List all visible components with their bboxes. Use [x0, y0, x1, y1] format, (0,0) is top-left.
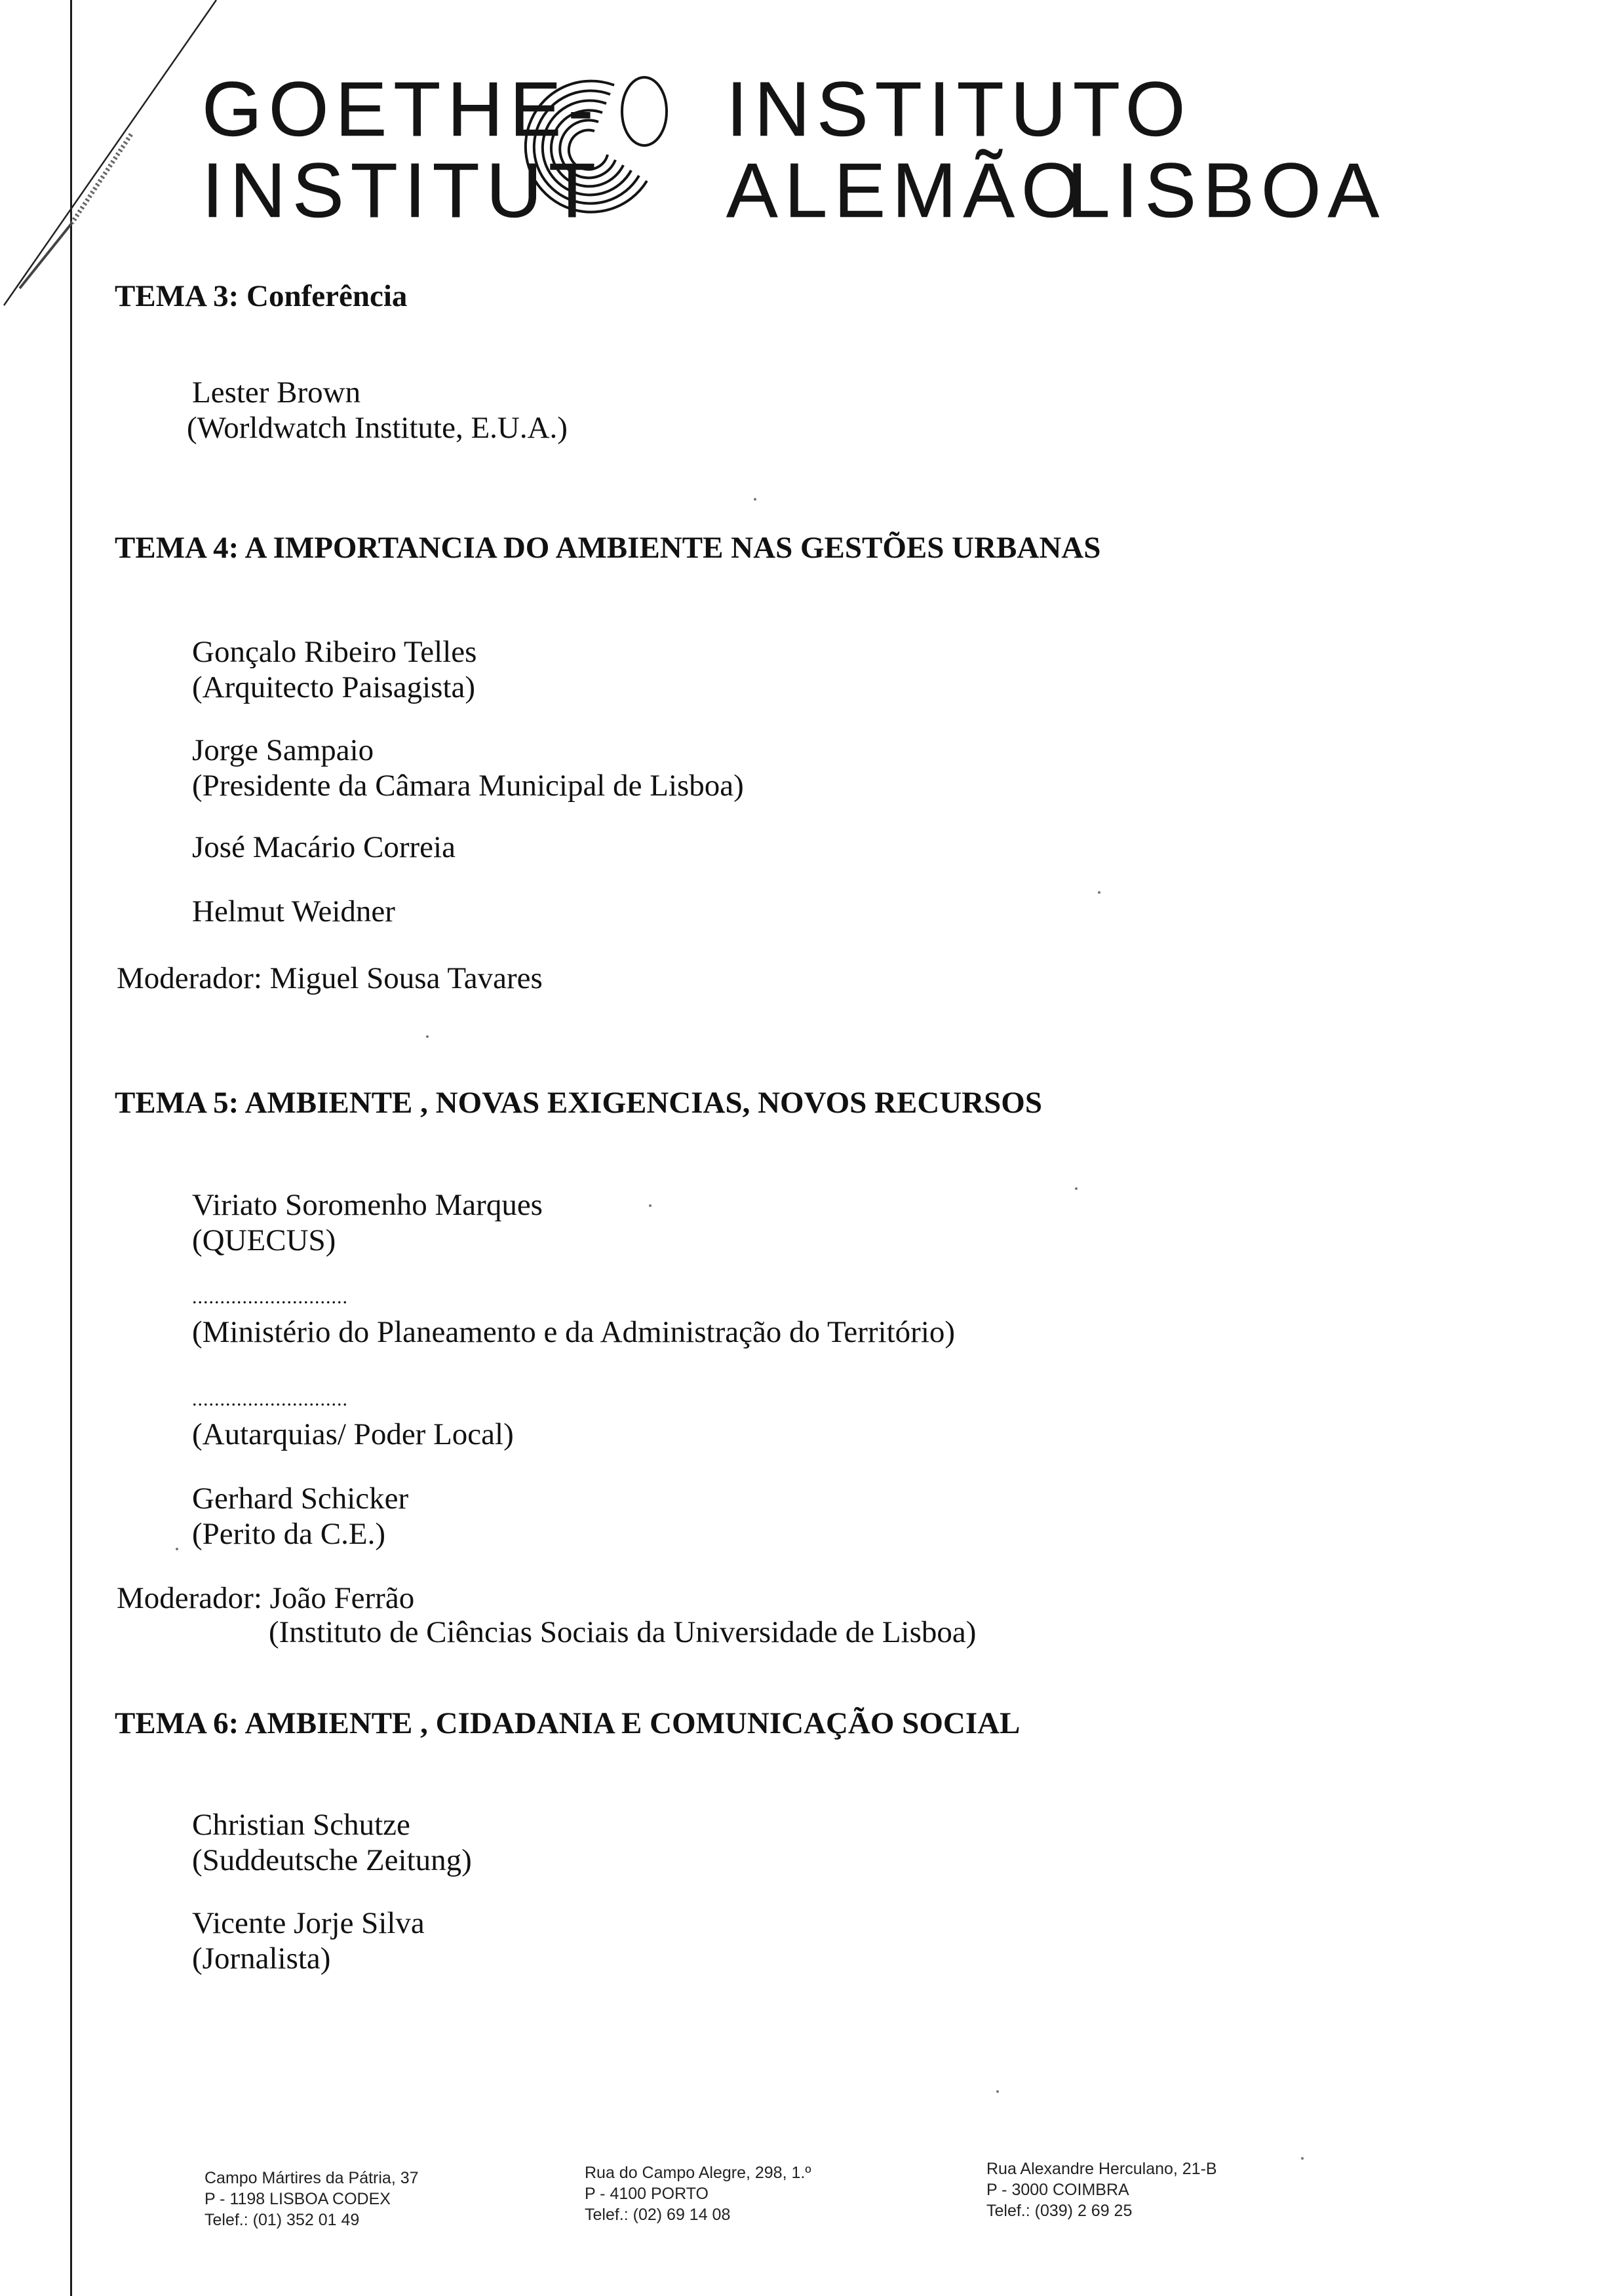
footer-line: Rua Alexandre Herculano, 21-B: [986, 2160, 1217, 2178]
speaker-entry: [187, 375, 568, 446]
letterhead-city: LISBOA: [1067, 147, 1386, 234]
speaker-affiliation: (Ministério do Planeamento e da Administração do Território): [192, 1315, 956, 1349]
speaker-name: Gonçalo Ribeiro Telles: [192, 635, 477, 669]
footer-address-porto: [585, 2162, 811, 2225]
speaker-name: Jorge Sampaio: [192, 733, 374, 767]
footer-line: P - 4100 PORTO: [585, 2185, 709, 2203]
speaker-name: Gerhard Schicker: [192, 1482, 409, 1516]
speaker-name: Vicente Jorje Silva: [192, 1906, 425, 1940]
theme-heading: TEMA 5: AMBIENTE , NOVAS EXIGENCIAS, NOVOS RECURSOS: [115, 1086, 1043, 1120]
footer-address-lisboa: [204, 2168, 419, 2230]
scan-speck: [649, 1204, 652, 1207]
speaker-entry: [192, 1286, 956, 1350]
speaker-name: Christian Schutze: [192, 1808, 410, 1842]
speaker-name-placeholder: ............................: [192, 1388, 348, 1410]
speaker-entry: [192, 1388, 514, 1452]
scan-speck: [754, 498, 756, 501]
footer-line: P - 1198 LISBOA CODEX: [204, 2190, 391, 2208]
speaker-name: Viriato Soromenho Marques: [192, 1188, 543, 1222]
scan-speck: [1075, 1187, 1078, 1190]
footer-address-coimbra: [986, 2158, 1217, 2221]
speaker-affiliation: (Worldwatch Institute, E.U.A.): [187, 411, 568, 445]
scan-streak: [0, 0, 223, 308]
scan-speck: [176, 1548, 178, 1550]
scan-speck: [426, 1035, 429, 1038]
footer-line: Telef.: (01) 352 01 49: [204, 2211, 360, 2229]
speaker-entry: [192, 634, 477, 705]
speaker-affiliation: (Perito da C.E.): [192, 1517, 385, 1551]
theme-heading: TEMA 3: Conferência: [115, 279, 408, 313]
footer-line: Campo Mártires da Pátria, 37: [204, 2169, 419, 2187]
letterhead-german-line-1: GOETHE-: [202, 66, 600, 153]
speaker-affiliation: (Arquitecto Paisagista): [192, 670, 476, 704]
speaker-entry: [192, 1187, 543, 1258]
speaker-name: Helmut Weidner: [192, 894, 395, 928]
moderator-affiliation: (Instituto de Ciências Sociais da Universidade de Lisboa): [269, 1615, 977, 1649]
letterhead-portuguese-line-1: INSTITUTO: [726, 66, 1192, 153]
speaker-name-placeholder: ............................: [192, 1286, 348, 1308]
letterhead-portuguese-line-2: ALEMÃO: [726, 147, 1088, 234]
scan-speck: [1098, 891, 1100, 894]
speaker-name: José Macário Correia: [192, 830, 456, 864]
footer-line: Telef.: (02) 69 14 08: [585, 2206, 731, 2224]
speaker-entry: [192, 733, 744, 803]
speaker-entry: [192, 1807, 472, 1878]
speaker-affiliation: (Presidente da Câmara Municipal de Lisboa): [192, 769, 744, 803]
theme-heading: TEMA 4: A IMPORTANCIA DO AMBIENTE NAS GESTÕES URBANAS: [115, 531, 1101, 565]
letterhead-german-line-2: INSTITUT: [202, 147, 602, 234]
footer-line: Rua do Campo Alegre, 298, 1.º: [585, 2164, 811, 2182]
footer-line: Telef.: (039) 2 69 25: [986, 2202, 1133, 2220]
theme-heading: TEMA 6: AMBIENTE , CIDADANIA E COMUNICAÇÃO SOCIAL: [115, 1706, 1021, 1740]
speaker-name: Lester Brown: [192, 375, 361, 410]
goethe-institut-logo-icon: [501, 66, 672, 223]
speaker-affiliation: (Suddeutsche Zeitung): [192, 1843, 472, 1877]
moderator: Moderador: João Ferrão: [117, 1581, 415, 1615]
speaker-entry: [192, 1905, 425, 1976]
speaker-affiliation: (QUECUS): [192, 1223, 336, 1257]
speaker-affiliation: (Autarquias/ Poder Local): [192, 1417, 514, 1451]
footer-line: P - 3000 COIMBRA: [986, 2181, 1129, 2199]
speaker-affiliation: (Jornalista): [192, 1942, 331, 1976]
speaker-entry: [192, 1481, 408, 1552]
scan-margin-line: [70, 0, 72, 2296]
scan-speck: [1301, 2157, 1304, 2160]
moderator: Moderador: Miguel Sousa Tavares: [117, 961, 543, 995]
scan-speck: [996, 2090, 999, 2093]
speaker-entry: [192, 830, 456, 865]
speaker-entry: [192, 894, 395, 929]
